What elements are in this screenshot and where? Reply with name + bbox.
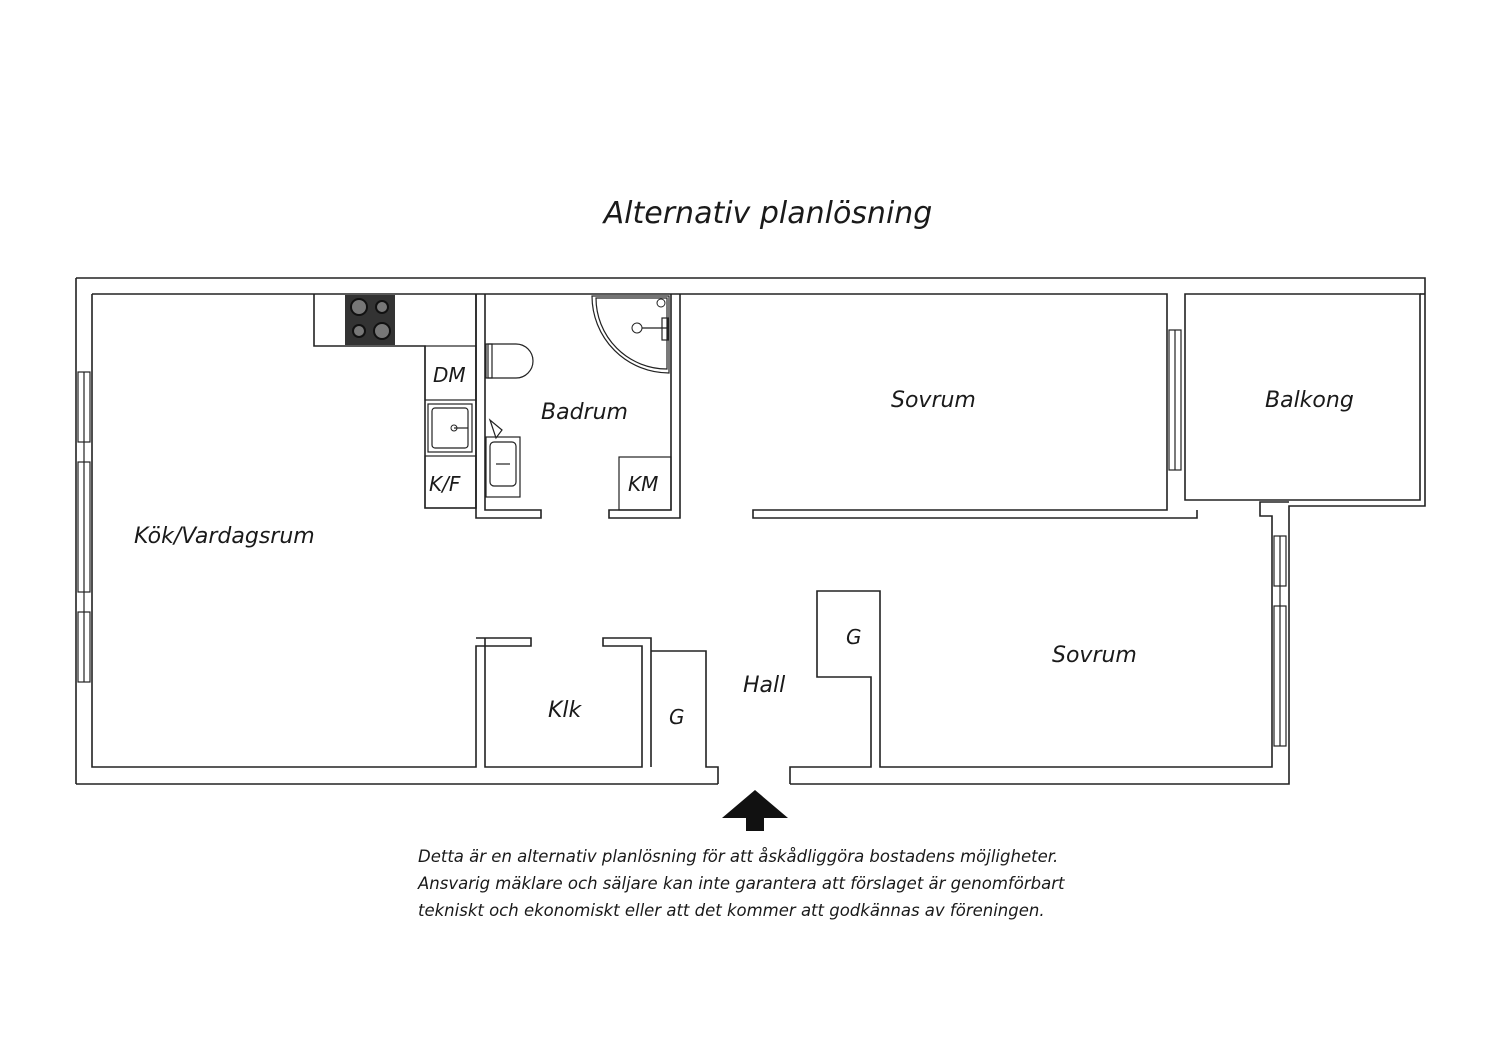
disclaimer-line-2: Ansvarig mäklare och säljare kan inte garantera att förslaget är genomförbart [418, 874, 1065, 893]
fixture-label-g-closet: G [669, 705, 685, 729]
room-label-balkong: Balkong [1265, 388, 1354, 413]
washbasin-icon [486, 420, 520, 497]
disclaimer-line-3: tekniskt och ekonomiskt eller att det kommer att godkännas av föreningen. [418, 901, 1045, 920]
room-label-sovrum-bottom: Sovrum [1052, 643, 1137, 668]
room-label-hall: Hall [743, 673, 786, 698]
fixture-label-kf: K/F [429, 472, 461, 496]
fixture-label-dm: DM [433, 363, 466, 387]
fixture-label-km: KM [628, 472, 659, 496]
toilet-icon [486, 344, 533, 378]
disclaimer-line-1: Detta är en alternativ planlösning för att åskådliggöra bostadens möjligheter. [418, 847, 1059, 866]
room-label-klk: Klk [548, 698, 582, 723]
disclaimer [418, 843, 1178, 924]
fixture-label-g-hall: G [846, 625, 862, 649]
kitchen-sink-icon [428, 404, 472, 452]
entrance-arrow-icon [722, 790, 788, 831]
stove-icon [345, 295, 395, 345]
shower-icon [592, 296, 669, 373]
plan-title: Alternativ planlösning [603, 196, 933, 231]
room-label-kok-vardagsrum: Kök/Vardagsrum [134, 524, 315, 549]
room-label-badrum: Badrum [541, 400, 628, 425]
room-label-sovrum-top: Sovrum [891, 388, 976, 413]
